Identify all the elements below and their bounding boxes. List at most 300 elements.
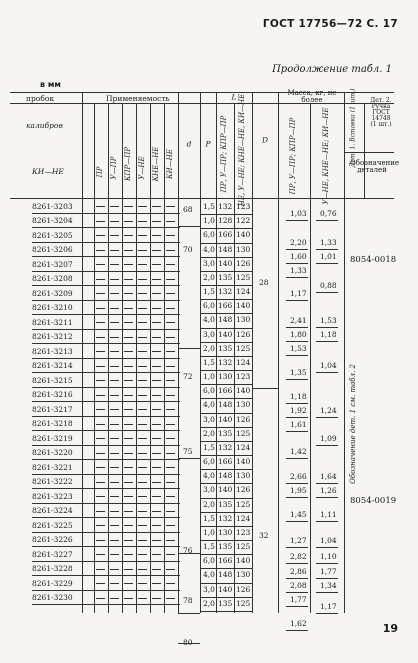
d-value: 80	[183, 637, 193, 647]
pl-row-rule	[200, 568, 252, 569]
col-rule-l2	[234, 103, 235, 613]
pl-row-rule	[200, 455, 252, 456]
col-rule-code	[82, 92, 83, 613]
mass1-rule	[286, 497, 308, 498]
applicability-dash	[110, 366, 119, 367]
mass2-value: 1,10	[320, 552, 337, 562]
l1-value: 130	[218, 372, 233, 382]
row-rule	[32, 430, 180, 431]
p-value: 4,0	[203, 471, 215, 481]
pl-row-rule	[200, 243, 252, 244]
p-value: 1,5	[203, 442, 215, 452]
header-L-col1: ПР, У—ПР; КПР—ПР	[220, 115, 229, 193]
applicability-dash	[124, 221, 133, 222]
applicability-dash	[124, 235, 133, 236]
pl-row-rule	[200, 356, 252, 357]
row-rule	[32, 561, 180, 562]
mass2-rule	[316, 292, 338, 293]
l2-value: 125	[236, 343, 251, 353]
pl-row-rule	[200, 328, 252, 329]
col-rule-p	[200, 92, 201, 613]
handle-designation-2: 8054-0019	[350, 496, 397, 506]
pl-row-rule	[200, 271, 252, 272]
mass1-rule	[286, 220, 308, 221]
D-value: 28	[259, 278, 269, 287]
mass2-value: 0,76	[320, 209, 337, 219]
mass2-value: 1,77	[320, 566, 337, 576]
d-value: 76	[183, 545, 193, 555]
mass1-rule	[286, 521, 308, 522]
col-rule-d	[178, 92, 179, 613]
applicability-dash	[138, 467, 147, 468]
pl-row-rule	[200, 257, 252, 258]
applicability-dash	[138, 453, 147, 454]
applicability-dash	[110, 380, 119, 381]
applicability-dash	[152, 467, 161, 468]
applicability-dash	[124, 569, 133, 570]
mass1-value: 1,17	[290, 288, 307, 298]
table-row-code: 8261-3225	[32, 520, 73, 530]
mass1-value: 1,80	[290, 330, 307, 340]
mass1-rule	[286, 277, 308, 278]
applicability-dash	[166, 540, 175, 541]
table-row-code: 8261-3208	[32, 274, 73, 283]
applicability-dash	[152, 569, 161, 570]
l1-value: 140	[218, 584, 233, 594]
applicability-dash	[166, 453, 175, 454]
p-value: 6,0	[203, 301, 215, 311]
table-row-code: 8261-3226	[32, 535, 73, 544]
table-row-code: 8261-3206	[32, 245, 73, 254]
mass1-rule	[286, 592, 308, 593]
d-group-rule	[178, 553, 200, 554]
header-det2: Дет. 2. Ручка ГОСТ 14748 (1 шт.)	[370, 97, 392, 128]
row-rule	[32, 285, 180, 286]
applicability-dash	[124, 322, 133, 323]
d-value: 72	[183, 371, 193, 381]
applicability-dash	[96, 206, 105, 207]
applicability-dash	[110, 496, 119, 497]
applicability-dash	[152, 293, 161, 294]
p-value: 2,0	[203, 499, 215, 509]
applicability-dash	[166, 380, 175, 381]
table-row-code: 8261-3212	[32, 332, 73, 341]
mass1-rule	[286, 483, 308, 484]
applicability-dash	[110, 583, 119, 584]
mass2-rule	[316, 327, 338, 328]
applicability-dash	[138, 554, 147, 555]
applicability-dash	[166, 511, 175, 512]
mass2-rule	[316, 592, 338, 593]
dimensions-table	[10, 88, 400, 647]
applicability-dash	[138, 322, 147, 323]
applicability-dash	[138, 279, 147, 280]
app-col-kprpr: КПР—ПР	[124, 146, 133, 182]
applicability-dash	[138, 482, 147, 483]
applicability-dash	[166, 525, 175, 526]
app-col-kine: КИ—НЕ	[166, 149, 175, 179]
row-rule	[32, 372, 180, 373]
col-rule-det2	[364, 103, 365, 198]
mass2-rule	[316, 445, 338, 446]
l1-value: 148	[218, 400, 233, 410]
applicability-dash	[166, 395, 175, 396]
mass2-value: 1,04	[320, 360, 337, 370]
applicability-dash	[124, 366, 133, 367]
applicability-dash	[152, 206, 161, 207]
mass2-value: 1,01	[320, 251, 337, 261]
applicability-dash	[152, 511, 161, 512]
applicability-dash	[152, 322, 161, 323]
applicability-dash	[152, 395, 161, 396]
mass2-rule	[316, 613, 338, 614]
l1-value: 135	[218, 542, 233, 552]
applicability-dash	[166, 424, 175, 425]
applicability-dash	[138, 221, 147, 222]
col-rule-l1	[216, 92, 217, 613]
p-value: 3,0	[203, 329, 215, 339]
pl-row-rule	[200, 214, 252, 215]
applicability-dash	[110, 337, 119, 338]
p-value: 1,5	[203, 357, 215, 367]
applicability-dash	[110, 250, 119, 251]
table-row-code: 8261-3221	[32, 462, 73, 472]
p-value: 6,0	[203, 457, 215, 467]
applicability-dash	[124, 351, 133, 352]
applicability-dash	[110, 322, 119, 323]
mass2-value: 0,88	[320, 281, 337, 291]
applicability-dash	[152, 351, 161, 352]
applicability-dash	[166, 250, 175, 251]
applicability-dash	[96, 264, 105, 265]
mass2-value: 1,24	[320, 405, 337, 415]
applicability-dash	[138, 409, 147, 410]
l1-value: 166	[218, 556, 233, 566]
mass1-rule	[286, 341, 308, 342]
mass1-value: 2,20	[290, 237, 307, 247]
applicability-dash	[152, 583, 161, 584]
applicability-dash	[110, 569, 119, 570]
applicability-dash	[152, 554, 161, 555]
applicability-dash	[152, 221, 161, 222]
applicability-dash	[110, 598, 119, 599]
applicability-dash	[138, 496, 147, 497]
d-group-rule	[178, 348, 200, 349]
pl-row-rule	[200, 526, 252, 527]
row-rule	[32, 459, 180, 460]
l1-value: 166	[218, 301, 233, 311]
pl-row-rule	[200, 313, 252, 314]
page-number: 19	[382, 622, 398, 635]
header-mass: Масса, кг, не более	[287, 89, 337, 104]
applicability-dash	[96, 235, 105, 236]
applicability-dash	[138, 438, 147, 439]
row-rule	[32, 517, 180, 518]
row-rule	[32, 401, 180, 402]
header-bottom-rule	[10, 198, 394, 199]
p-value: 1,5	[203, 513, 215, 523]
mass2-value: 1,33	[320, 237, 337, 247]
applicability-dash	[110, 525, 119, 526]
applicability-dash	[152, 337, 161, 338]
l2-value: 130	[236, 315, 251, 325]
table-row-code: 8261-3203	[32, 201, 73, 211]
row-rule	[32, 242, 180, 243]
l2-value: 140	[236, 230, 251, 240]
mass1-value: 2,82	[290, 552, 307, 562]
mass1-rule	[286, 431, 308, 432]
applicability-dash	[124, 583, 133, 584]
applicability-dash	[152, 525, 161, 526]
l2-value: 125	[236, 598, 251, 608]
mass2-rule	[316, 578, 338, 579]
p-value: 1,0	[203, 527, 215, 537]
p-value: 3,0	[203, 258, 215, 268]
applicability-dash	[110, 308, 119, 309]
pl-row-rule	[200, 611, 252, 612]
mass1-rule	[286, 563, 308, 564]
row-rule	[32, 329, 180, 330]
applicability-dash	[166, 235, 175, 236]
p-value: 6,0	[203, 230, 215, 240]
pl-row-rule	[200, 413, 252, 414]
applicability-dash	[138, 424, 147, 425]
mass2-value: 1,09	[320, 434, 337, 444]
applicability-dash	[96, 322, 105, 323]
applicability-dash	[110, 482, 119, 483]
p-value: 1,5	[203, 287, 215, 297]
applicability-dash	[138, 235, 147, 236]
applicability-dash	[166, 569, 175, 570]
p-value: 3,0	[203, 485, 215, 495]
header-mass-col2: У—НЕ, КНЕ—НЕ; КИ—НЕ	[322, 107, 331, 205]
pl-row-rule	[200, 540, 252, 541]
pl-row-rule	[200, 427, 252, 428]
l1-value: 130	[218, 527, 233, 537]
applicability-dash	[110, 264, 119, 265]
l2-value: 126	[236, 584, 251, 594]
mass1-rule	[286, 327, 308, 328]
l1-value: 140	[218, 258, 233, 268]
D-value: 32	[259, 531, 269, 540]
applicability-dash	[110, 467, 119, 468]
unit-label: в мм	[40, 80, 61, 89]
app-col-knene: КНЕ—НЕ	[152, 146, 161, 182]
mass1-value: 2,66	[290, 472, 307, 482]
handle-designation-1: 8054-0018	[350, 255, 397, 265]
table-row-code: 8261-3217	[32, 404, 73, 414]
applicability-dash	[124, 264, 133, 265]
pl-row-rule	[200, 342, 252, 343]
applicability-dash	[96, 250, 105, 251]
applicability-dash	[138, 380, 147, 381]
row-rule	[32, 387, 180, 388]
d-value: 70	[183, 244, 193, 254]
mass1-value: 1,18	[290, 391, 307, 401]
pl-row-rule	[200, 512, 252, 513]
mass2-value: 1,34	[320, 580, 337, 590]
header-L-col2: НЕ, У—НЕ; КНЕ—НЕ, КИ—НЕ	[238, 93, 247, 207]
applicability-dash	[138, 293, 147, 294]
l1-value: 135	[218, 272, 233, 282]
applicability-dash	[166, 583, 175, 584]
applicability-dash	[110, 351, 119, 352]
l1-value: 135	[218, 428, 233, 438]
l2-value: 124	[236, 357, 251, 367]
pl-row-rule	[200, 299, 252, 300]
applicability-dash	[166, 409, 175, 410]
applicability-dash	[124, 496, 133, 497]
l1-value: 166	[218, 457, 233, 467]
table-row-code: 8261-3228	[32, 564, 73, 573]
mass1-rule	[286, 263, 308, 264]
row-rule	[32, 343, 180, 344]
applicability-dash	[96, 337, 105, 338]
app-col-une: У—НЕ	[138, 156, 147, 180]
table-row-code: 8261-3215	[32, 375, 73, 385]
applicability-dash	[152, 540, 161, 541]
applicability-dash	[138, 351, 147, 352]
applicability-dash	[96, 525, 105, 526]
l1-value: 132	[218, 442, 233, 452]
applicability-dash	[138, 366, 147, 367]
applicability-dash	[110, 235, 119, 236]
applicability-dash	[124, 337, 133, 338]
table-row-code: 8261-3214	[32, 361, 73, 370]
p-value: 2,0	[203, 272, 215, 282]
applicability-dash	[152, 366, 161, 367]
mass2-rule	[316, 497, 338, 498]
applicability-dash	[138, 569, 147, 570]
l2-value: 125	[236, 542, 251, 552]
l1-value: 148	[218, 315, 233, 325]
applicability-dash	[152, 279, 161, 280]
mass1-value: 1,03	[290, 209, 307, 219]
table-row-code: 8261-3230	[32, 593, 73, 602]
mass1-value: 1,95	[290, 486, 307, 496]
l2-value: 130	[236, 400, 251, 410]
l1-value: 140	[218, 414, 233, 424]
l2-value: 140	[236, 386, 251, 396]
mass1-value: 1,92	[290, 405, 307, 415]
l1-value: 140	[218, 329, 233, 339]
l1-value: 140	[218, 485, 233, 495]
mass1-rule	[286, 355, 308, 356]
header-mass-col1: ПР, У—ПР; КПР—ПР	[289, 117, 298, 195]
l1-value: 166	[218, 386, 233, 396]
l2-value: 140	[236, 457, 251, 467]
mass1-value: 1,35	[290, 368, 307, 378]
p-value: 4,0	[203, 570, 215, 580]
row-rule	[32, 213, 180, 214]
mass1-rule	[286, 249, 308, 250]
applicability-dash	[152, 438, 161, 439]
mass1-rule	[286, 630, 308, 631]
applicability-dash	[152, 235, 161, 236]
applicability-dash	[96, 540, 105, 541]
d-group-rule	[178, 613, 200, 614]
applicability-dash	[124, 453, 133, 454]
applicability-dash	[166, 308, 175, 309]
table-row-code: 8261-3205	[32, 230, 73, 240]
mass2-value: 1,17	[320, 602, 337, 612]
p-value: 1,0	[203, 372, 215, 382]
applicability-dash	[124, 250, 133, 251]
applicability-dash	[110, 395, 119, 396]
table-row-code: 8261-3211	[32, 317, 73, 327]
applicability-dash	[110, 540, 119, 541]
applicability-dash	[124, 540, 133, 541]
l1-value: 135	[218, 343, 233, 353]
applicability-dash	[138, 250, 147, 251]
table-row-code: 8261-3219	[32, 433, 73, 443]
applicability-dash	[166, 482, 175, 483]
mass1-value: 2,08	[290, 580, 307, 590]
table-row-code: 8261-3213	[32, 346, 73, 356]
applicability-dash	[138, 206, 147, 207]
row-rule	[32, 300, 180, 301]
applicability-dash	[96, 467, 105, 468]
applicability-dash	[166, 438, 175, 439]
applicability-dash	[124, 409, 133, 410]
pl-row-rule	[200, 554, 252, 555]
pl-row-rule	[200, 597, 252, 598]
p-value: 3,0	[203, 584, 215, 594]
row-rule	[32, 271, 180, 272]
l1-value: 148	[218, 471, 233, 481]
mass1-value: 1,42	[290, 446, 307, 456]
row-rule	[32, 227, 180, 228]
row-rule	[32, 358, 180, 359]
header-ki-ne: КИ—НЕ	[32, 167, 64, 176]
applicability-dash	[152, 453, 161, 454]
d-group-rule	[178, 643, 200, 644]
applicability-dash	[152, 409, 161, 410]
l2-value: 122	[236, 216, 251, 226]
pl-row-rule	[200, 483, 252, 484]
applicability-dash	[124, 554, 133, 555]
table-row-code: 8261-3229	[32, 578, 73, 588]
l2-value: 126	[236, 329, 251, 339]
l2-value: 123	[236, 202, 251, 211]
p-value: 4,0	[203, 244, 215, 254]
applicability-dash	[138, 511, 147, 512]
table-row-code: 8261-3218	[32, 419, 73, 428]
mass2-rule	[316, 220, 338, 221]
l1-value: 166	[218, 230, 233, 240]
mass1-value: 1,62	[290, 618, 307, 628]
applicability-dash	[124, 438, 133, 439]
l1-value: 132	[218, 513, 233, 523]
applicability-dash	[96, 569, 105, 570]
d-group-rule	[178, 458, 200, 459]
header-kalibrov: калибров	[26, 121, 63, 130]
p-value: 1,5	[203, 202, 215, 211]
applicability-dash	[138, 264, 147, 265]
mass1-value: 1,33	[290, 266, 307, 276]
header-applicability: Применяемость	[106, 94, 170, 103]
applicability-dash	[110, 554, 119, 555]
header-det1: Дет. 1. Вставка (1 шт.)	[349, 88, 357, 168]
pl-row-rule	[200, 398, 252, 399]
mass2-rule	[316, 483, 338, 484]
mass1-rule	[286, 403, 308, 404]
applicability-dash	[124, 293, 133, 294]
applicability-dash	[110, 293, 119, 294]
l1-value: 135	[218, 499, 233, 509]
d-value: 75	[183, 447, 193, 457]
header-designation: Обозначение деталей	[350, 159, 400, 174]
